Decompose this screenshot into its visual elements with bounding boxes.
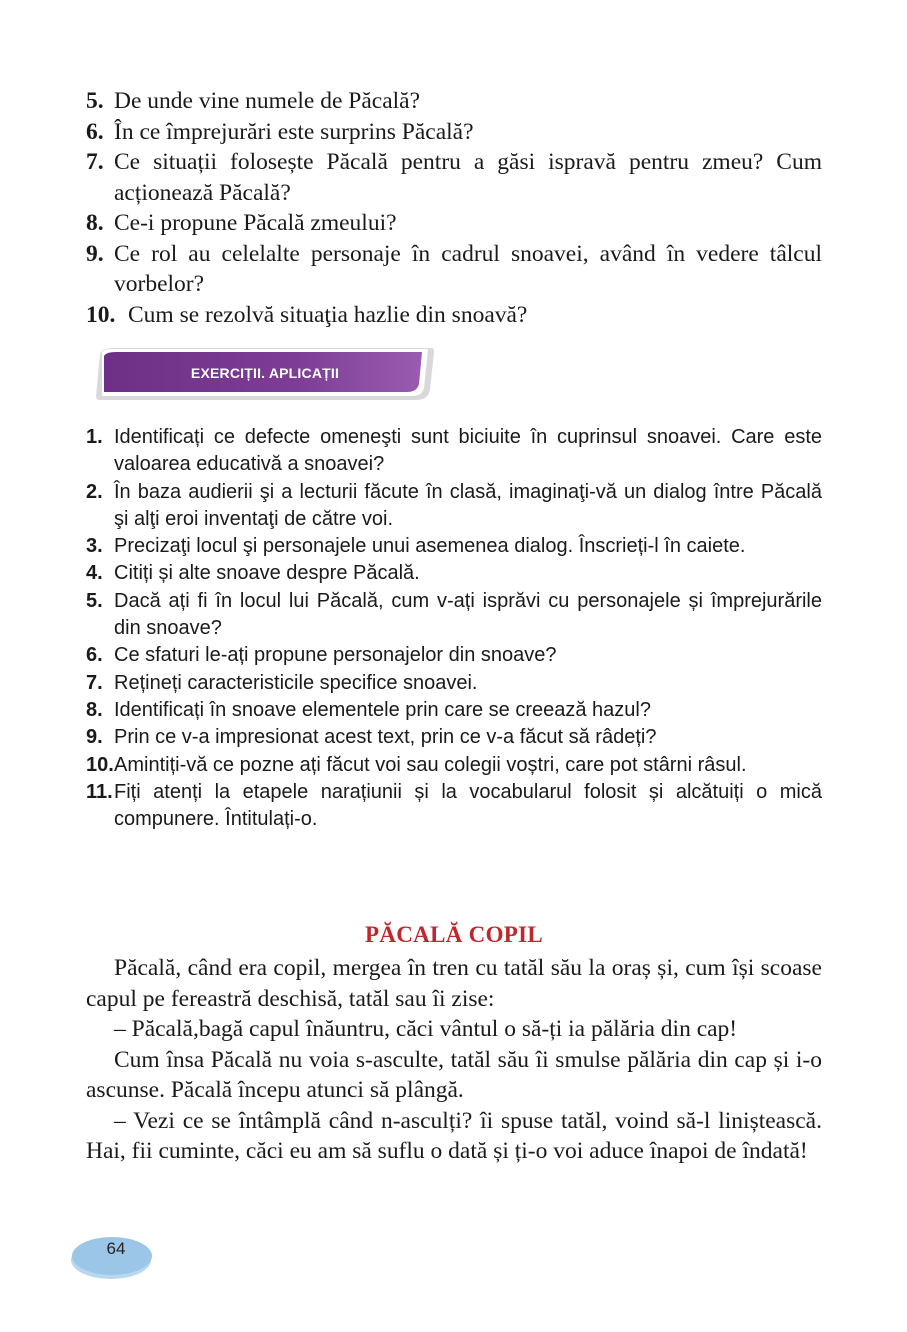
exercise-text: Identificați ce defecte omeneşti sunt biciuite în cuprinsul snoavei. Care este valoarea educativă a snoavei? [114,426,822,476]
question-item [86,208,822,239]
story-paragraph: Cum însa Păcală nu voia s-asculte, tatăl său îi smulse pălăria din cap și i-o ascunse. Păcală începu atunci să plângă. [86,1046,822,1103]
exercise-item [86,588,822,643]
exercises-list [86,424,822,833]
exercise-number: 5. [86,589,103,612]
question-item [86,117,822,148]
question-text: Cum se rezolvă situaţia hazlie din snoavă? [128,301,528,328]
story-paragraph: – Păcală,bagă capul înăuntru, căci vântul o să-ți ia pălăria din cap! [114,1016,738,1042]
question-number: 5. [86,88,104,114]
question-text: În ce împrejurări este surprins Păcală? [114,118,474,145]
exercise-text: În baza audierii şi a lecturii făcute în clasă, imaginaţi-vă un dialog între Păcală şi alţi eroi inventaţi de către voi. [114,480,822,530]
section-banner [94,346,436,402]
question-number: 10. [86,301,116,328]
exercise-item [86,697,822,724]
exercise-item [86,779,822,834]
exercise-item [86,752,822,779]
page-number: 64 [106,1239,126,1258]
banner-label: EXERCIȚII. APLICAȚII [190,365,340,381]
exercise-number: 1. [86,426,103,448]
exercise-number: 10. [86,753,114,776]
question-item [86,239,822,300]
question-number: 7. [86,149,104,175]
story-title: PĂCALĂ COPIL [364,922,544,947]
exercise-text: Citiți și alte snoave despre Păcală. [114,562,420,585]
exercise-item [86,479,822,534]
exercise-item [86,670,822,697]
exercise-number: 6. [86,644,103,667]
story-body [86,953,822,1167]
exercise-number: 8. [86,698,103,721]
question-number: 9. [86,240,104,267]
story-paragraph: – Vezi ce se întâmplă când n-asculți? îi spuse tatăl, voind să-l liniștească. Hai, fii cuminte, căci eu am să suflu o dată și ți-o voi aduce înapoi de îndată! [86,1107,822,1164]
exercise-number: 4. [86,562,103,585]
page-number-badge [66,1234,152,1282]
exercise-text: Prin ce v-a impresionat acest text, prin ce v-a făcut să râdeți? [114,726,657,749]
exercise-item [86,642,822,669]
exercise-item [86,560,822,587]
question-text: De unde vine numele de Păcală? [114,88,421,114]
question-number: 8. [86,210,104,236]
exercise-number: 9. [86,726,103,749]
exercise-number: 11. [86,780,113,803]
exercise-item [86,533,822,560]
exercise-text: Rețineți caracteristicile specifice snoavei. [114,671,478,694]
exercise-text: Identificați în snoave elementele prin care se creează hazul? [114,698,651,721]
exercise-number: 3. [86,535,103,558]
question-text: Ce-i propune Păcală zmeului? [114,210,397,236]
exercise-item [86,424,822,479]
question-text: Ce situații folosește Păcală pentru a găsi ispravă pentru zmeu? Cum acționează Păcală? [114,149,822,206]
exercise-text: Precizaţi locul şi personajele unui asemenea dialog. Înscrieți-l în caiete. [114,535,746,558]
questions-list [86,86,822,330]
exercise-number: 2. [86,480,103,503]
story-paragraph: Păcală, când era copil, mergea în tren cu tatăl său la oraș și, cum își scoase capul pe fereastră deschisă, tatăl sau îi zise: [86,955,822,1012]
exercise-text: Amintiți-vă ce pozne ați făcut voi sau colegii voștri, care pot stârni râsul. [114,753,747,776]
exercise-item [86,724,822,751]
question-item [86,300,822,331]
exercise-text: Dacă ați fi în locul lui Păcală, cum v-ați isprăvi cu personajele și împrejurările din snoave? [114,589,822,640]
question-text: Ce rol au celelalte personaje în cadrul snoavei, având în vedere tâlcul vorbelor? [114,240,822,297]
question-item [86,86,822,117]
question-item [86,147,822,208]
exercise-text: Ce sfaturi le-ați propune personajelor din snoave? [114,644,557,667]
exercise-text: Fiți atenți la etapele narațiunii și la vocabularul folosit și alcătuiți o mică compunere. Întitulați-o. [114,780,822,831]
question-number: 6. [86,118,104,145]
exercise-number: 7. [86,671,103,694]
